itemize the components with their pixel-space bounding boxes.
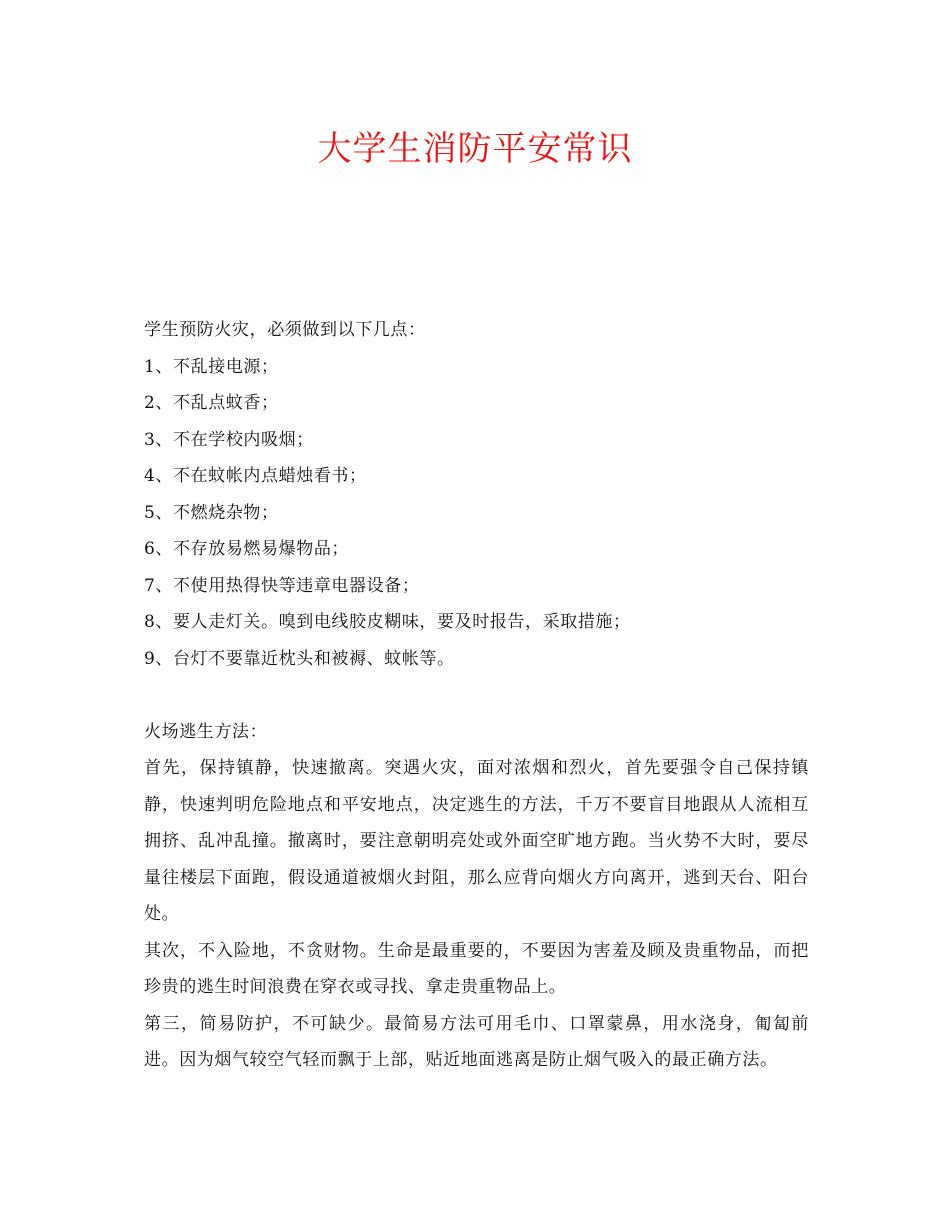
prevention-heading: 学生预防火灾，必须做到以下几点： (144, 320, 426, 340)
prevention-item: 5、不燃烧杂物； (144, 502, 279, 523)
escape-paragraph-first: 首先，保持镇静，快速撤离。突遇火灾，面对浓烟和烈火，首先要强令自己保持镇静，快速判明危险地点和平安地点，决定逃生的方法，千万不要盲目地跟从人流相互拥挤、乱冲乱撞。撤离时，要注意朝明亮处或外面空旷地方跑。当火势不大时，要尽量往楼层下面跑，假设通道被烟火封阻，那么应背向烟火方向离开，逃到天台、阳台处。 (144, 758, 809, 924)
prevention-item: 9、台灯不要靠近枕头和被褥、蚊帐等。 (144, 648, 455, 669)
prevention-item: 6、不存放易燃易爆物品； (144, 539, 350, 559)
prevention-item: 8、要人走灯关。嗅到电线胶皮糊味，要及时报告，采取措施； (144, 612, 631, 632)
prevention-item: 2、不乱点蚊香； (144, 393, 279, 413)
escape-heading: 火场逃生方法： (144, 721, 268, 742)
escape-paragraph-second: 其次，不入险地，不贪财物。生命是最重要的，不要因为害羞及顾及贵重物品，而把珍贵的逃生时间浪费在穿衣或寻找、拿走贵重物品上。 (144, 940, 809, 997)
escape-paragraph-third: 第三，简易防护，不可缺少。最简易方法可用毛巾、口罩蒙鼻，用水浇身，匍匐前进。因为烟气较空气轻而飘于上部，贴近地面逃离是防止烟气吸入的最正确方法。 (144, 1013, 809, 1070)
prevention-item: 1、不乱接电源； (144, 356, 279, 377)
prevention-item: 3、不在学校内吸烟； (144, 429, 314, 450)
document-body (144, 312, 809, 1079)
prevention-item: 4、不在蚊帐内点蜡烛看书； (144, 466, 367, 486)
prevention-item: 7、不使用热得快等违章电器设备； (144, 575, 420, 596)
document-title: 大学生消防平安常识 (317, 129, 633, 169)
section-spacer (144, 677, 809, 714)
